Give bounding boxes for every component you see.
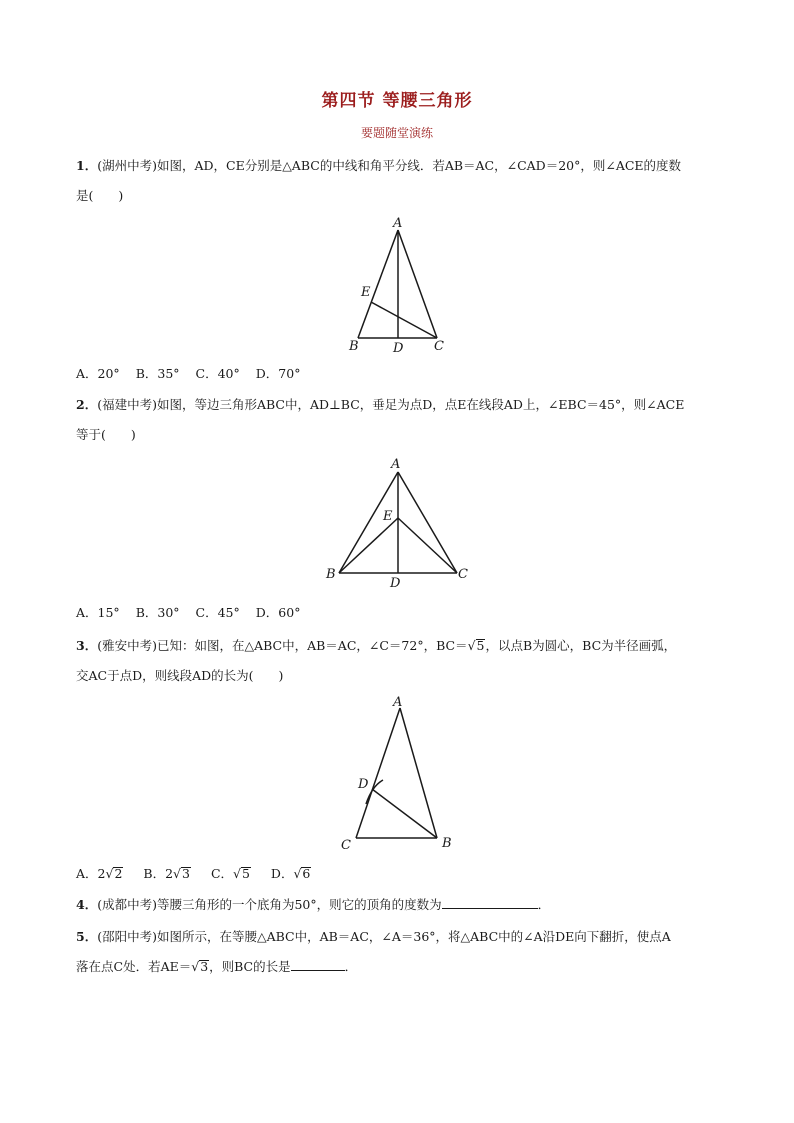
q5-stem-text-post: ，则BC的长是 [209, 959, 291, 974]
q3-stem-text-post: ，以点B为圆心，BC为半径画弧， [485, 638, 677, 653]
q1-stem-text: (湖州中考)如图，AD，CE分别是△ABC的中线和角平分线．若AB＝AC，∠CAD＝20°，则∠ACE的度数 [97, 158, 682, 173]
q3-side-ac [356, 708, 400, 838]
q3-option-d: D．√6 [270, 866, 311, 881]
q3-option-c-radicand: 5 [241, 866, 250, 881]
q1-side-ac [398, 230, 437, 338]
q2-label-a: A [391, 457, 401, 472]
q3-stem-radicand: 5 [476, 638, 485, 653]
q5-stem-line2: 落在点C处．若AE＝√3，则BC的长是 ． [76, 959, 358, 974]
q3-figure [0, 690, 794, 890]
q1-stem-line2: 是( ) [76, 188, 124, 203]
q1-option-d: D．70° [255, 366, 301, 381]
section-subtitle: 要题随堂演练 [360, 126, 433, 140]
q4-end-mark: ． [537, 897, 551, 912]
q5-end-mark: ． [344, 959, 358, 974]
q4-answer-blank [442, 908, 538, 909]
q3-option-b-radicand: 3 [182, 866, 190, 881]
q4-stem [76, 895, 550, 913]
q2-segment-be [339, 518, 398, 573]
q2-stem-line1 [76, 395, 684, 413]
q1-bisector-ce [371, 302, 437, 338]
q1-option-c: C．40° [195, 366, 240, 381]
q2-option-a: A．15° [76, 605, 120, 620]
q1-side-ab [358, 230, 398, 338]
q3-stem-line2: 交AC于点D，则线段AD的长为( ) [76, 668, 284, 683]
q1-stem-line1 [76, 156, 681, 174]
q4-number: 4． [76, 897, 98, 912]
q5-number: 5． [76, 929, 98, 944]
q2-side-ac [398, 472, 457, 573]
q2-number: 2． [76, 397, 98, 412]
q3-label-b: B [442, 836, 452, 851]
q3-option-a-radicand: 2 [114, 866, 123, 881]
q2-option-d: D．60° [255, 605, 301, 620]
q2-stem-line2: 等于( ) [76, 427, 136, 442]
q2-label-d: D [390, 576, 401, 591]
q3-option-c: C．√5 [210, 866, 250, 881]
q1-option-b: B．35° [135, 366, 180, 381]
q1-option-a: A．20° [76, 366, 120, 381]
q1-label-b: B [349, 339, 359, 354]
q3-segment-bd [372, 789, 437, 838]
q3-number: 3． [76, 638, 98, 653]
q2-segment-ce [398, 518, 457, 573]
q3-stem-text-pre: (雅安中考)已知：如图，在△ABC中，AB＝AC，∠C＝72°，BC＝ [97, 638, 468, 653]
q1-options [76, 364, 316, 382]
q3-options [76, 864, 327, 882]
q2-option-c: C．45° [195, 605, 240, 620]
q4-stem-text: (成都中考)等腰三角形的一个底角为50°，则它的顶角的度数为 [97, 897, 442, 912]
q1-label-e: E [361, 285, 371, 300]
q3-option-d-radicand: 6 [302, 866, 311, 881]
q2-label-e: E [383, 509, 393, 524]
q3-option-a: A．2√2 [76, 866, 123, 881]
q2-label-c: C [458, 567, 468, 582]
q3-stem-line1: 3．(雅安中考)已知：如图，在△ABC中，AB＝AC，∠C＝72°，BC＝√5，以点B为圆心，BC为半径画弧， [76, 638, 677, 653]
q5-stem-line1 [76, 927, 671, 945]
q3-option-b: B．2√3 [143, 866, 190, 881]
q3-label-c: C [341, 838, 351, 853]
q1-label-d: D [393, 341, 404, 356]
page-title: 第四节 等腰三角形 [321, 91, 473, 111]
q5-answer-blank [291, 970, 345, 971]
q5-stem-text: (邵阳中考)如图所示，在等腰△ABC中，AB＝AC，∠A＝36°，将△ABC中的∠A沿DE向下翻折，使点A [97, 929, 671, 944]
q5-stem-radicand: 3 [200, 959, 209, 974]
q1-label-c: C [434, 339, 444, 354]
q5-stem-text-pre: 落在点C处．若AE＝ [76, 959, 192, 974]
q1-label-a: A [393, 216, 403, 231]
q2-stem-text: (福建中考)如图，等边三角形ABC中，AD⊥BC，垂足为点D，点E在线段AD上，∠EBC＝45°，则∠ACE [97, 397, 685, 412]
q1-number: 1． [76, 158, 98, 173]
q2-options [76, 603, 316, 621]
q2-label-b: B [326, 567, 336, 582]
q3-side-ab [400, 708, 437, 838]
q3-label-d: D [358, 777, 369, 792]
q3-label-a: A [393, 695, 403, 710]
q2-option-b: B．30° [135, 605, 180, 620]
